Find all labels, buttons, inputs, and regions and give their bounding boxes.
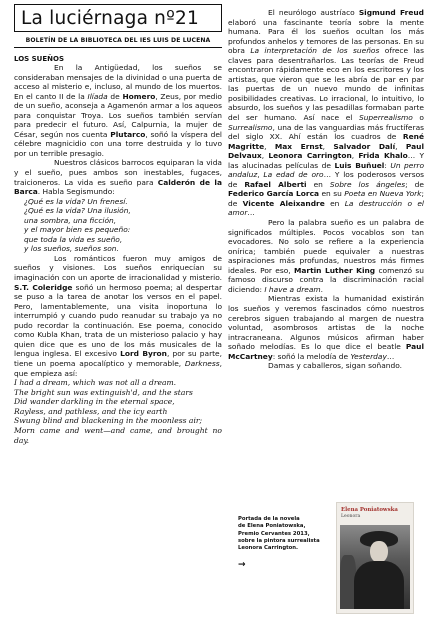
- segismundo-poem: [24, 197, 222, 254]
- book-feature: [238, 502, 418, 614]
- paragraph-antiquity: En la Antigüedad, los sueños se consideraban mensajes de la divinidad o una puerta de acceso al misterio e, incluso, al mundo de los muertos. En el canto II de la Ilíada de Homero, Zeus, por medio de un sueño, aconseja a Agamenón armar a los aqueos para conquistar Troya. Los sueños también servían para predecir el futuro. Así, Calpurnia, la mujer de César, según nos cuenta Plutarco, soñó la víspera del célebre magnicidio con una torre destruida y lo tuvo por un terrible presagio.: [14, 63, 222, 158]
- cover-caption: [238, 516, 336, 552]
- poem-line: que toda la vida es sueño,: [24, 234, 123, 244]
- poem-line: y los sueños, sueños son.: [24, 244, 119, 254]
- quote-line: The bright sun was extinguish'd, and the stars: [14, 387, 193, 397]
- header-divider: [14, 47, 222, 48]
- paragraph-closing: Damas y caballeros, sigan soñando.: [268, 361, 402, 371]
- caption-line: Leonora Carrington.: [238, 545, 299, 552]
- caption-line: de Elena Poniatowska,: [238, 523, 306, 530]
- newsletter-subtitle: BOLETÍN DE LA BIBLIOTECA DEL IES LUIS DE LUCENA: [25, 37, 211, 44]
- paragraph-freud: El neurólogo austríaco Sigmund Freud elaboró una fascinante teoría sobre la mente humana. Para él los sueños ocultan los más profundos anhelos y temores de las personas. En su obra La interpretación de los sueños ofrece las claves para desentrañarlos. Las teorías de Freud encontraron rápidamente eco en los escritores y los artistas, que vieron que se les abría de par en par las puertas de un nuevo mundo de infinitas posibilidades creativas. Lo irracional, lo intuitivo, lo absurdo, los sueños y las pesadillas formaban parte del ser humano. Así nace el Superrealismo o Surrealismo, una de las vanguardias más fructíferas del siglo XX. Ahí están los cuadros de René Magritte, Max Ernst, Salvador Dalí, Paul Delvaux, Leonora Carrington, Frida Khalo… Y las alucinadas películas de Luis Buñuel: Un perro andaluz, La edad de oro… Y los poderosos versos de Rafael Alberti en Sobre los ángeles; de Federico García Lorca en su Poeta en Nueva York; de Vicente Aleixandre en La destrucción o el amor…: [228, 8, 424, 218]
- quote-line: Did wander darkling in the eternal space,: [14, 397, 175, 407]
- poem-line: una sombra, una ficción,: [24, 215, 117, 225]
- cover-author: Elena Poniatowska: [341, 507, 398, 513]
- paragraph-romantics: Los románticos fueron muy amigos de sueños y visiones. Los sueños enriquecían su imaginación con un aporte de irracionalidad y misterio. S.T. Coleridge soñó un hermoso poema; al despertar se puso a la tarea de anotar los versos en el papel. Pero, lamentablemente, una visita inoportuna lo interrumpió y cuando pudo reanudar su trabajo ya no pudo recordar la continuación. Ese poema, conocido como Kubla Khan, trata de un misterioso palacio y hay quien dice que es uno de los más musicales de la lengua inglesa. El excesivo Lord Byron, por su parte, tiene un poema apocalíptico y memorable, Darkness, que empieza así:: [14, 253, 222, 378]
- masthead-box: [14, 4, 222, 32]
- poem-line: ¿Qué es la vida? Un frenesí.: [24, 196, 128, 206]
- caption-line: sobre la pintora surrealista: [238, 537, 320, 544]
- quote-line: Morn came and went—and came, and brought no day.: [14, 426, 222, 445]
- caption-line: Premio Cervantes 2013,: [238, 530, 310, 537]
- poem-line: y el mayor bien es pequeño:: [24, 225, 131, 235]
- cover-photo: [340, 525, 410, 609]
- darkness-quote: [14, 378, 222, 445]
- arrow-right-icon: →: [238, 560, 246, 570]
- paragraph-baroque: Nuestros clásicos barrocos equiparan la vida y el sueño, pues ambos son inestables, fugaces, traicioneros. La vida es sueño para Calderón de la Barca. Habla Segismundo:: [14, 158, 222, 197]
- section-heading: LOS SUEÑOS: [14, 55, 64, 63]
- face-shape: [370, 541, 388, 563]
- body-shape: [354, 561, 404, 609]
- caption-line: Portada de la novela: [238, 516, 300, 522]
- paragraph-dream-meaning: Pero la palabra sueño es un palabra de significados múltiples. Pocos vocablos son tan evocadores. No solo se refiere a la experiencia onírica; también puede equivaler a nuestras aspiraciones más profundas, nuestros más firmes ideales. Por eso, Martin Luther King comenzó su famoso discurso contra la discriminación racial diciendo: I have a dream.: [228, 218, 424, 294]
- book-cover-image: [336, 502, 414, 614]
- paragraph-humanity: Mientras exista la humanidad existirán los sueños y veremos fascinados cómo nuestros cerebros siguen trabajando al margen de nuestra voluntad, asombrosos artistas de la noche intracraneana. Algunos músicos afirman haber soñado melodías. Es lo que dice el beatle Paul McCartney: soñó la melodía de Yesterday…: [228, 294, 424, 361]
- cover-title: Leonora: [341, 514, 361, 519]
- newsletter-title: La luciérnaga nº21: [21, 7, 199, 29]
- right-article-body: [228, 8, 424, 371]
- left-column: [14, 4, 222, 614]
- poem-line: ¿Qué es la vida? Una ilusión,: [24, 206, 131, 216]
- right-column: [228, 8, 424, 371]
- quote-line: Rayless, and pathless, and the icy earth: [14, 406, 168, 416]
- quote-line: I had a dream, which was not all a dream.: [14, 378, 177, 388]
- left-article-body: [14, 63, 222, 445]
- quote-line: Swung blind and blackening in the moonless air;: [14, 416, 203, 426]
